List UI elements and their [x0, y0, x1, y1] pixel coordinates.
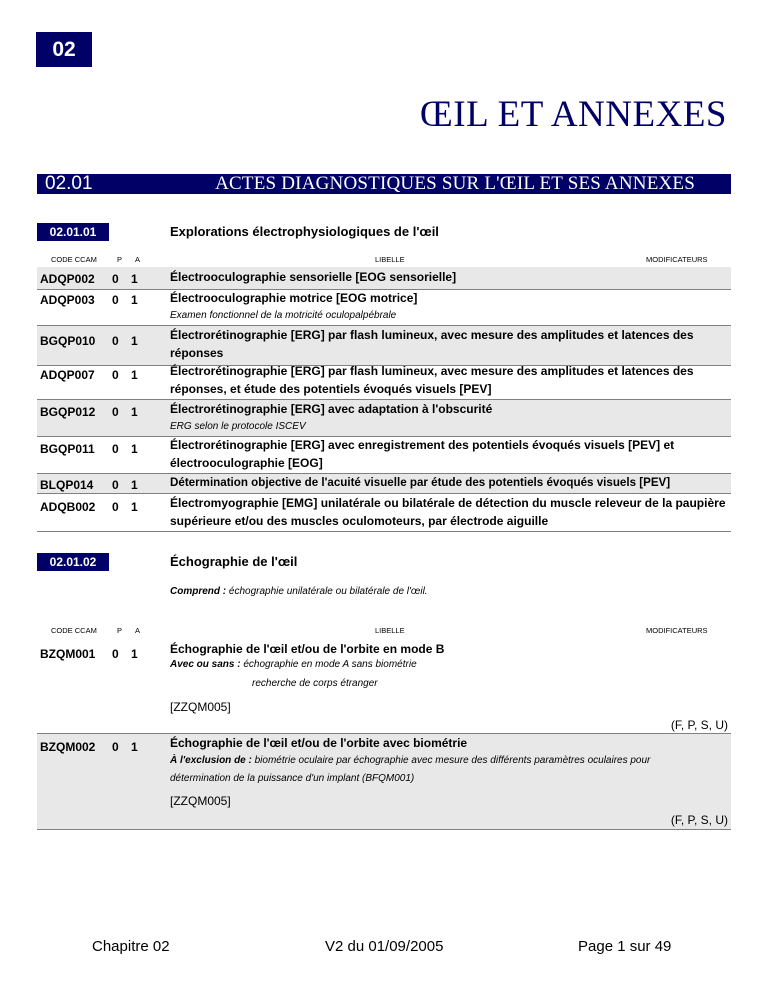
row-p: 0: [112, 500, 119, 514]
row-label: Électrorétinographie [ERG] avec adaptation à l'obscurité: [170, 402, 493, 416]
row-a: 1: [131, 334, 138, 348]
footer-page: Page 1 sur 49: [578, 938, 672, 955]
subsection-code: 02.01.01: [37, 223, 109, 241]
footer-chapter: Chapitre 02: [92, 938, 170, 955]
section-code: 02.01: [45, 173, 93, 194]
header-a: A: [135, 255, 141, 264]
row-p: 0: [112, 293, 119, 307]
row-label: Électrooculographie motrice [EOG motrice]: [170, 291, 418, 305]
note-line: détermination de la puissance d'un implant (BFQM001): [170, 773, 415, 784]
row-modifiers: (F, P, S, U): [670, 813, 728, 827]
row-code: BLQP014: [40, 478, 94, 492]
row-label: Électrorétinographie [ERG] par flash lumineux, avec mesure des amplitudes et latences des réponses, et étude des potentiels évoqués visuels [PEV]: [170, 364, 694, 396]
row-note: ERG selon le protocole ISCEV: [170, 421, 306, 432]
header-a: A: [135, 626, 141, 635]
row-divider: [37, 493, 731, 494]
row-a: 1: [131, 478, 138, 492]
row-code: BGQP011: [40, 442, 95, 456]
header-code: CODE CCAM: [51, 626, 97, 635]
header-modificateurs: MODIFICATEURS: [646, 255, 708, 264]
header-modificateurs: MODIFICATEURS: [646, 626, 708, 635]
row-code: ADQP007: [40, 368, 95, 382]
row-p: 0: [112, 740, 119, 754]
row-modifiers: (F, P, S, U): [670, 718, 728, 732]
row-p: 0: [112, 334, 119, 348]
row-p: 0: [112, 272, 119, 286]
comprend-note: [170, 586, 428, 597]
row-ref: [ZZQM005]: [170, 700, 231, 714]
row-label: Échographie de l'œil et/ou de l'orbite avec biométrie: [170, 736, 468, 750]
row-a: 1: [131, 272, 138, 286]
comprend-text: échographie unilatérale ou bilatérale de l'œil.: [228, 586, 428, 597]
row-divider: [37, 531, 731, 532]
header-libelle: LIBELLE: [375, 255, 405, 264]
row-p: 0: [112, 405, 119, 419]
row-code: BGQP012: [40, 405, 96, 419]
row-a: 1: [131, 647, 138, 661]
row-label: Électrorétinographie [ERG] par flash lumineux, avec mesure des amplitudes et latences des réponses: [170, 328, 694, 360]
row-code: ADQP003: [40, 293, 95, 307]
header-p: P: [117, 626, 123, 635]
row-note: [170, 659, 417, 670]
row-label: Électromyographie [EMG] unilatérale ou bilatérale de détection du muscle releveur de la paupière supérieure et/ou des muscles oculomoteurs, par électrode aiguille: [170, 496, 726, 528]
subsection-title: Échographie de l'œil: [170, 554, 298, 569]
note-line: échographie en mode A sans biométrie: [243, 659, 417, 670]
comprend-label: Comprend :: [170, 586, 227, 597]
row-label: Électrooculographie sensorielle [EOG sensorielle]: [170, 270, 457, 284]
note-label: Avec ou sans :: [170, 659, 241, 670]
row-code: BZQM001: [40, 647, 96, 661]
note-line: biométrie oculaire par échographie avec mesure des différents paramètres oculaires pour: [254, 755, 651, 766]
row-a: 1: [131, 293, 138, 307]
row-p: 0: [112, 478, 119, 492]
note-label: À l'exclusion de :: [170, 755, 252, 766]
row-divider: [37, 829, 731, 830]
row-note: Examen fonctionnel de la motricité oculopalpébrale: [170, 310, 397, 321]
row-label: Électrorétinographie [ERG] avec enregistrement des potentiels évoqués visuels [PEV] et électrooculographie [EOG]: [170, 438, 675, 470]
row-a: 1: [131, 368, 138, 382]
row-a: 1: [131, 442, 138, 456]
header-code: CODE CCAM: [51, 255, 97, 264]
row-label: Échographie de l'œil et/ou de l'orbite en mode B: [170, 642, 445, 656]
row-note: [170, 755, 650, 766]
row-code: BZQM002: [40, 740, 96, 754]
row-code: ADQB002: [40, 500, 96, 514]
row-p: 0: [112, 442, 119, 456]
row-a: 1: [131, 405, 138, 419]
row-code: BGQP010: [40, 334, 96, 348]
chapter-title: ŒIL ET ANNEXES: [419, 94, 727, 135]
header-libelle: LIBELLE: [375, 626, 405, 635]
footer-version: V2 du 01/09/2005: [325, 938, 444, 955]
note-line: recherche de corps étranger: [252, 678, 378, 689]
row-ref: [ZZQM005]: [170, 794, 231, 808]
row-code: ADQP002: [40, 272, 95, 286]
row-a: 1: [131, 500, 138, 514]
row-label: Détermination objective de l'acuité visuelle par étude des potentiels évoqués visuels [PEV]: [170, 476, 671, 489]
row-p: 0: [112, 647, 119, 661]
subsection-title: Explorations électrophysiologiques de l'œil: [170, 224, 439, 239]
chapter-number: 02: [36, 32, 92, 67]
subsection-code: 02.01.02: [37, 553, 109, 571]
section-title: ACTES DIAGNOSTIQUES SUR L'ŒIL ET SES ANNEXES: [215, 173, 695, 194]
section-bar: [37, 174, 731, 194]
row-a: 1: [131, 740, 138, 754]
row-p: 0: [112, 368, 119, 382]
header-p: P: [117, 255, 123, 264]
